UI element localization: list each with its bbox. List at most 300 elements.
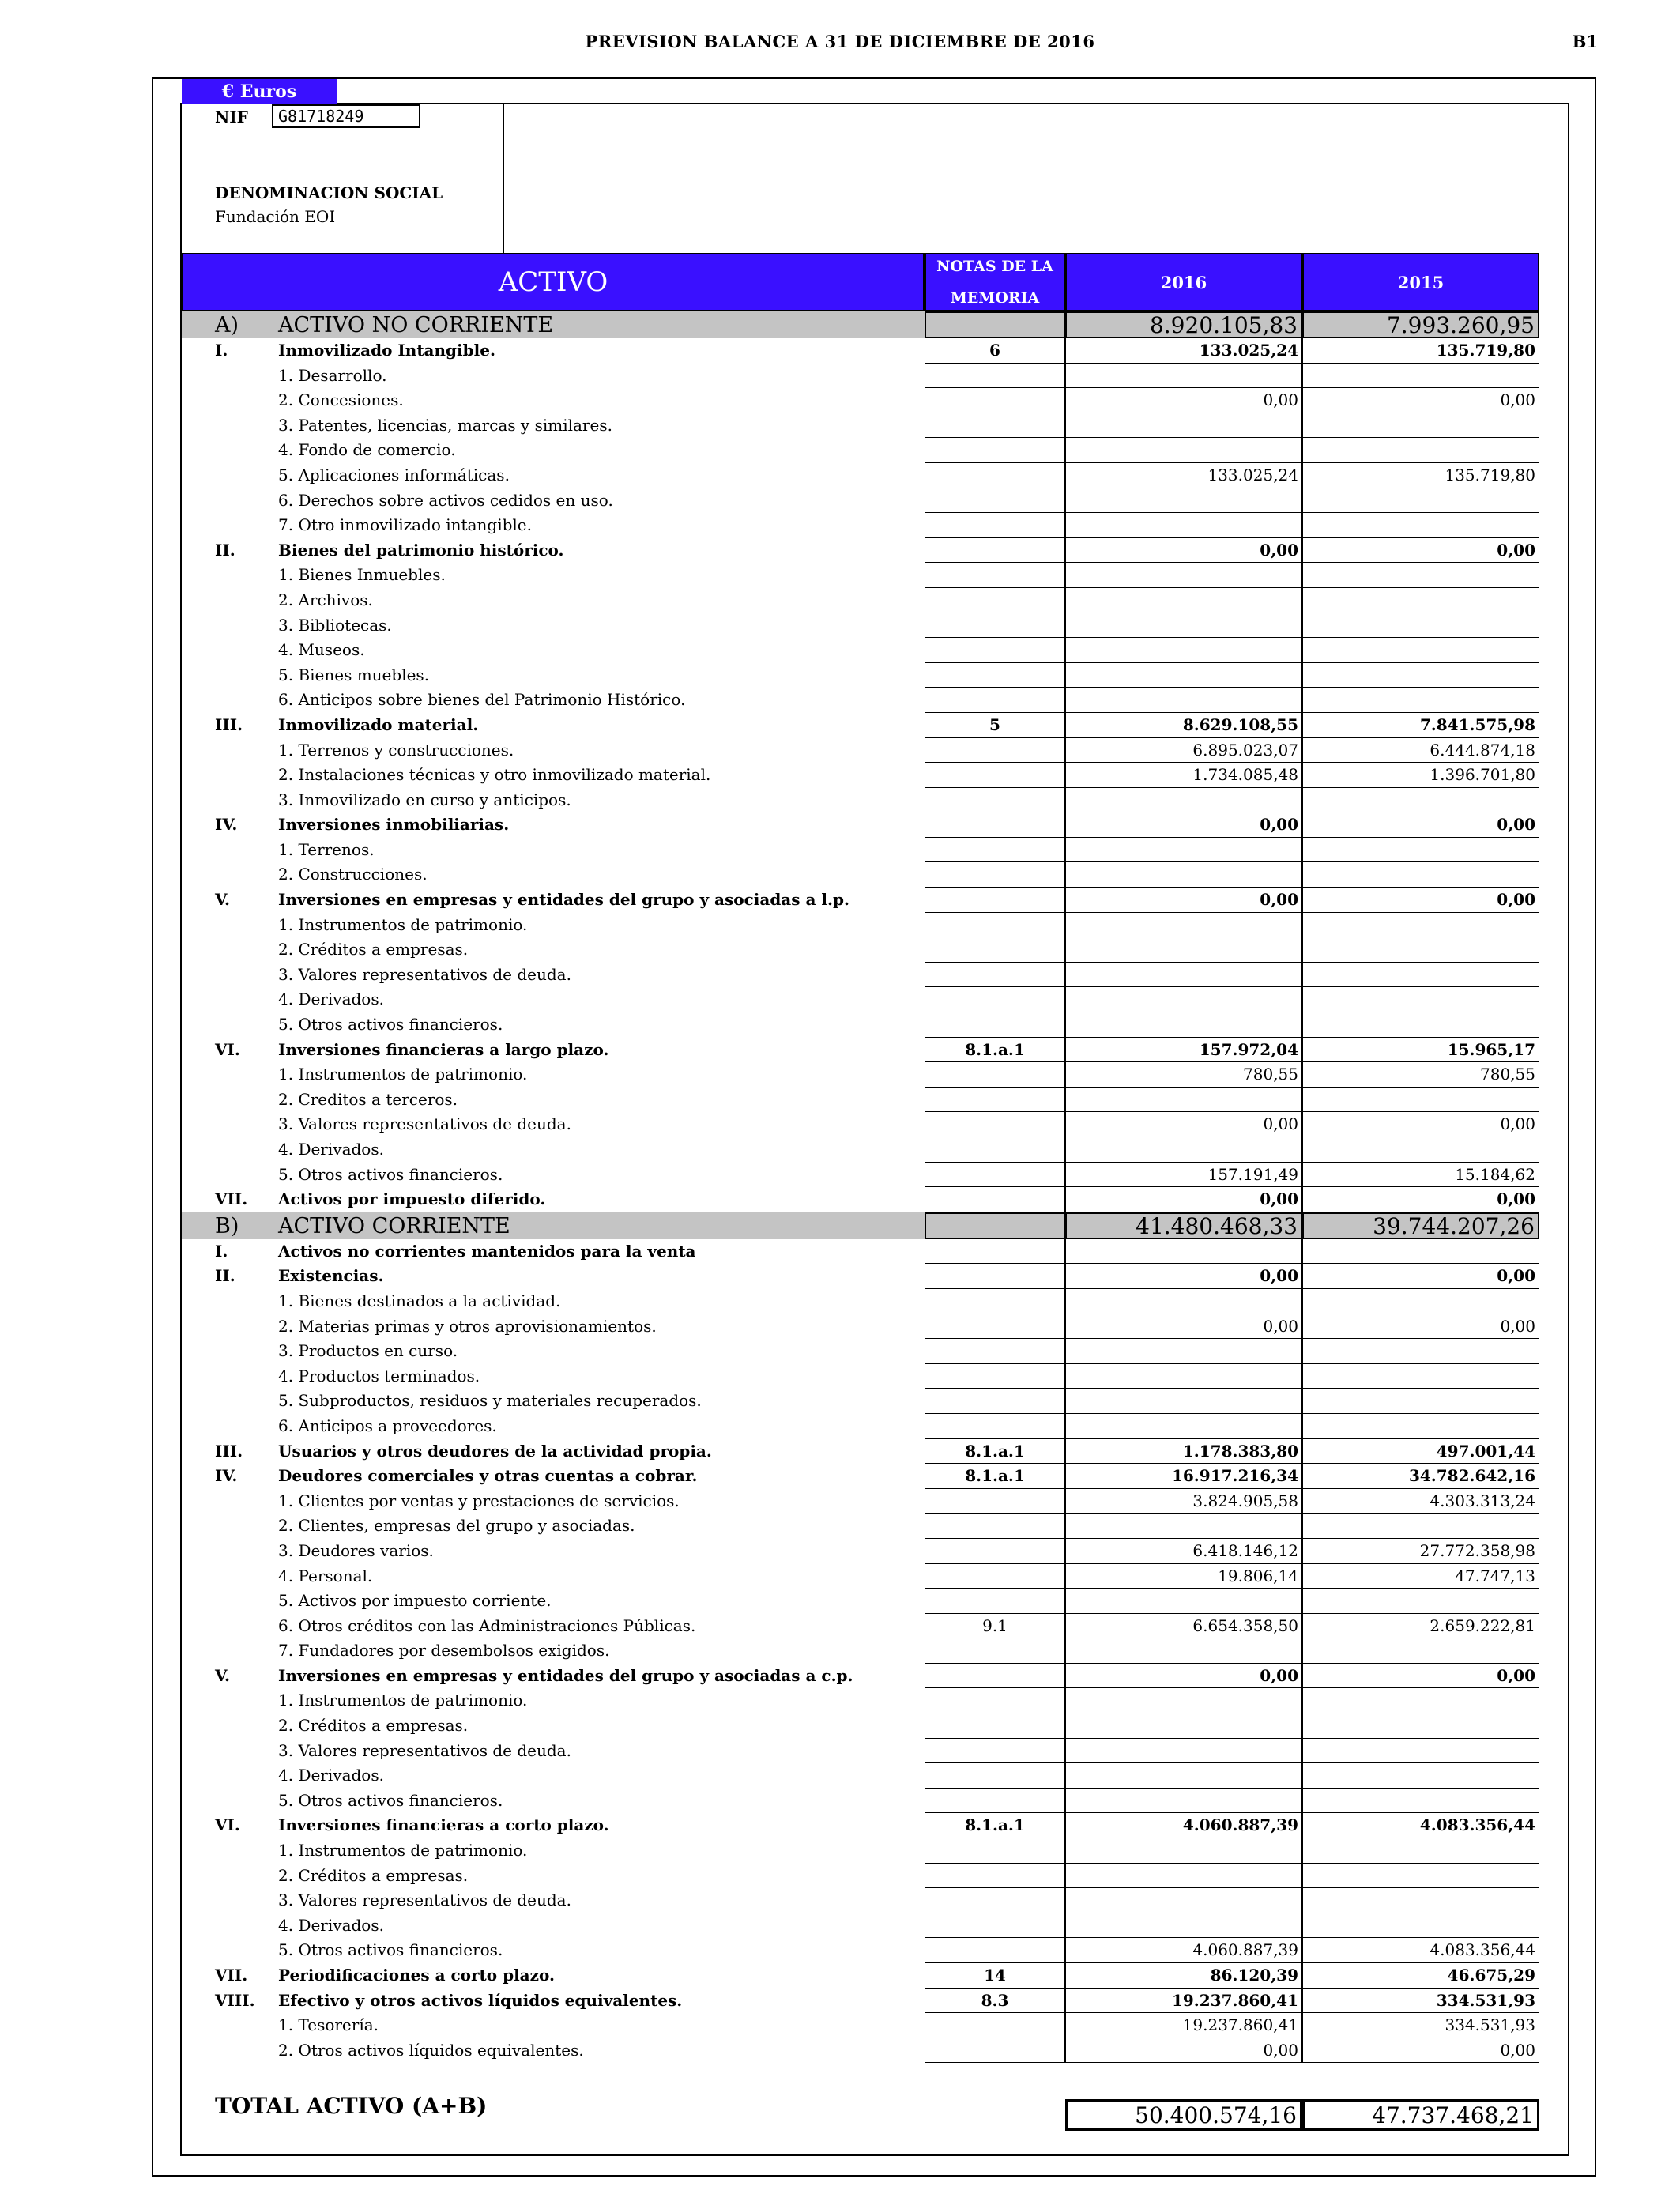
column-header-activo: ACTIVO — [182, 253, 925, 311]
value-2016-cell — [1065, 613, 1302, 639]
value-2015-cell: 4.083.356,44 — [1302, 1938, 1539, 1963]
table-row — [182, 513, 1539, 538]
nota-cell — [925, 364, 1065, 389]
nota-cell — [925, 1539, 1065, 1564]
nota-cell — [925, 1763, 1065, 1789]
value-2016-cell — [1065, 963, 1302, 988]
table-row — [182, 937, 1539, 963]
nota-cell — [925, 1163, 1065, 1188]
value-2016-cell — [1065, 1389, 1302, 1414]
value-2015-cell — [1302, 987, 1539, 1012]
value-2015-cell: 0,00 — [1302, 1187, 1539, 1212]
value-2015-cell — [1302, 1339, 1539, 1364]
value-2016-cell: 16.917.216,34 — [1065, 1464, 1302, 1489]
row-label: 2. Instalaciones técnicas y otro inmovilizado material. — [278, 765, 711, 785]
row-label: 2. Clientes, empresas del grupo y asociadas. — [278, 1516, 635, 1536]
value-2015-cell — [1302, 1389, 1539, 1414]
nota-cell — [925, 388, 1065, 413]
value-2016-cell: 8.920.105,83 — [1065, 311, 1302, 338]
nota-cell — [925, 1638, 1065, 1664]
table-row — [182, 588, 1539, 613]
table-row — [182, 1264, 1539, 1289]
value-2016-cell — [1065, 563, 1302, 588]
row-label: 1. Terrenos y construcciones. — [278, 740, 514, 760]
table-row — [182, 1389, 1539, 1414]
row-number: V. — [215, 890, 230, 910]
value-2015-cell — [1302, 1088, 1539, 1113]
value-2016-cell — [1065, 488, 1302, 514]
value-2015-cell: 7.841.575,98 — [1302, 713, 1539, 738]
value-2016-cell: 0,00 — [1065, 2038, 1302, 2064]
denominacion-label: DENOMINACION SOCIAL — [215, 183, 443, 202]
value-2015-cell — [1302, 1364, 1539, 1389]
nota-cell — [925, 888, 1065, 913]
row-label: Bienes del patrimonio histórico. — [278, 540, 564, 560]
value-2016-cell — [1065, 1789, 1302, 1814]
value-2016-cell: 4.060.887,39 — [1065, 1938, 1302, 1963]
value-2015-cell: 1.396.701,80 — [1302, 763, 1539, 788]
table-row — [182, 1112, 1539, 1137]
row-label: 5. Bienes muebles. — [278, 665, 430, 684]
value-2016-cell — [1065, 1638, 1302, 1664]
nota-cell — [925, 1864, 1065, 1889]
row-label: 4. Derivados. — [278, 1766, 384, 1785]
value-2016-cell — [1065, 1589, 1302, 1614]
value-2016-cell: 0,00 — [1065, 812, 1302, 838]
row-label: 2. Concesiones. — [278, 390, 404, 410]
row-label: 1. Tesorería. — [278, 2015, 379, 2035]
row-label: 7. Fundadores por desembolsos exigidos. — [278, 1641, 610, 1661]
value-2016-cell — [1065, 987, 1302, 1012]
value-2015-cell — [1302, 913, 1539, 938]
table-row — [182, 1514, 1539, 1539]
denominacion-value: Fundación EOI — [215, 207, 336, 226]
value-2016-cell: 0,00 — [1065, 538, 1302, 564]
row-label: 2. Creditos a terceros. — [278, 1089, 458, 1109]
row-label: 2. Archivos. — [278, 590, 373, 609]
row-label: Activos por impuesto diferido. — [278, 1189, 546, 1209]
table-row — [182, 1713, 1539, 1739]
value-2016-cell: 3.824.905,58 — [1065, 1489, 1302, 1514]
row-label: Periodificaciones a corto plazo. — [278, 1966, 555, 1985]
row-number: VII. — [215, 1966, 248, 1985]
nota-cell — [925, 1414, 1065, 1439]
nota-cell — [925, 1564, 1065, 1589]
value-2015-cell: 47.747,13 — [1302, 1564, 1539, 1589]
column-header-notas: NOTAS DE LA MEMORIA — [925, 253, 1065, 311]
row-label: 4. Museos. — [278, 640, 365, 660]
value-2016-cell: 8.629.108,55 — [1065, 713, 1302, 738]
table-row — [182, 438, 1539, 463]
row-label: Activos no corrientes mantenidos para la venta — [278, 1241, 696, 1261]
value-2015-cell — [1302, 364, 1539, 389]
value-2015-cell: 15.184,62 — [1302, 1163, 1539, 1188]
nota-cell — [925, 1713, 1065, 1739]
row-label: Efectivo y otros activos líquidos equivalentes. — [278, 1990, 683, 2010]
page-title: PREVISION BALANCE A 31 DE DICIEMBRE DE 2016 — [585, 32, 1095, 51]
value-2016-cell: 157.191,49 — [1065, 1163, 1302, 1188]
table-row — [182, 463, 1539, 488]
row-number: II. — [215, 540, 235, 560]
nota-cell: 6 — [925, 338, 1065, 364]
row-label: 5. Otros activos financieros. — [278, 1015, 503, 1035]
table-row — [182, 1838, 1539, 1864]
row-label: Inmovilizado Intangible. — [278, 341, 495, 360]
nota-cell: 8.1.a.1 — [925, 1038, 1065, 1063]
nota-cell — [925, 1739, 1065, 1764]
nota-cell — [925, 2038, 1065, 2064]
value-2016-cell — [1065, 1864, 1302, 1889]
table-row — [182, 663, 1539, 688]
value-2015-cell — [1302, 563, 1539, 588]
nota-cell — [925, 937, 1065, 963]
value-2015-cell — [1302, 1012, 1539, 1038]
value-2016-cell — [1065, 1838, 1302, 1864]
value-2016-cell: 1.734.085,48 — [1065, 763, 1302, 788]
value-2015-cell — [1302, 1763, 1539, 1789]
value-2015-cell — [1302, 1713, 1539, 1739]
value-2015-cell: 15.965,17 — [1302, 1038, 1539, 1063]
value-2016-cell — [1065, 1289, 1302, 1314]
value-2016-cell — [1065, 688, 1302, 713]
value-2016-cell: 0,00 — [1065, 1264, 1302, 1289]
value-2015-cell: 334.531,93 — [1302, 2013, 1539, 2038]
row-label: 2. Créditos a empresas. — [278, 1865, 469, 1885]
table-row — [182, 1938, 1539, 1963]
value-2015-cell — [1302, 688, 1539, 713]
value-2016-cell: 0,00 — [1065, 888, 1302, 913]
table-row — [182, 1187, 1539, 1212]
nota-cell — [925, 1212, 1065, 1239]
nota-cell — [925, 1938, 1065, 1963]
value-2016-cell — [1065, 1364, 1302, 1389]
value-2015-cell: 0,00 — [1302, 388, 1539, 413]
table-row — [182, 1163, 1539, 1188]
row-label: 1. Terrenos. — [278, 839, 375, 859]
table-row — [182, 1864, 1539, 1889]
value-2016-cell: 0,00 — [1065, 1112, 1302, 1137]
row-number: VI. — [215, 1815, 240, 1835]
row-label: Inversiones financieras a corto plazo. — [278, 1815, 609, 1835]
row-label: ACTIVO NO CORRIENTE — [278, 313, 554, 337]
value-2015-cell: 780,55 — [1302, 1062, 1539, 1088]
row-label: 1. Instrumentos de patrimonio. — [278, 1841, 528, 1860]
value-2015-cell — [1302, 963, 1539, 988]
row-label: 3. Productos en curso. — [278, 1341, 458, 1361]
table-row — [182, 1414, 1539, 1439]
value-2015-cell — [1302, 788, 1539, 813]
value-2016-cell — [1065, 663, 1302, 688]
value-2016-cell — [1065, 913, 1302, 938]
nota-cell — [925, 1264, 1065, 1289]
row-number: VII. — [215, 1189, 248, 1209]
table-row — [182, 1564, 1539, 1589]
row-label: 3. Valores representativos de deuda. — [278, 1891, 571, 1910]
table-row — [182, 2013, 1539, 2038]
nota-cell — [925, 463, 1065, 488]
value-2015-cell — [1302, 638, 1539, 663]
value-2015-cell — [1302, 1289, 1539, 1314]
value-2016-cell — [1065, 438, 1302, 463]
value-2015-cell: 135.719,80 — [1302, 463, 1539, 488]
row-label: 1. Instrumentos de patrimonio. — [278, 1691, 528, 1710]
row-label: 3. Valores representativos de deuda. — [278, 1740, 571, 1760]
row-label: 3. Deudores varios. — [278, 1540, 434, 1560]
nota-cell — [925, 1314, 1065, 1340]
table-row — [182, 1239, 1539, 1265]
row-number: III. — [215, 1441, 243, 1461]
value-2015-cell — [1302, 1888, 1539, 1913]
nota-cell — [925, 563, 1065, 588]
nota-cell — [925, 788, 1065, 813]
row-label: 7. Otro inmovilizado intangible. — [278, 515, 532, 535]
value-2016-cell: 19.237.860,41 — [1065, 2013, 1302, 2038]
value-2016-cell: 1.178.383,80 — [1065, 1439, 1302, 1465]
nota-cell — [925, 2013, 1065, 2038]
value-2015-cell — [1302, 663, 1539, 688]
nota-cell — [925, 1389, 1065, 1414]
table-row — [182, 1963, 1539, 1989]
value-2016-cell — [1065, 1739, 1302, 1764]
value-2015-cell: 0,00 — [1302, 538, 1539, 564]
value-2015-cell: 4.303.313,24 — [1302, 1489, 1539, 1514]
value-2015-cell: 0,00 — [1302, 1264, 1539, 1289]
table-row — [182, 888, 1539, 913]
value-2015-cell — [1302, 488, 1539, 514]
value-2016-cell: 6.418.146,12 — [1065, 1539, 1302, 1564]
nota-cell — [925, 488, 1065, 514]
nota-cell — [925, 438, 1065, 463]
table-row — [182, 1664, 1539, 1689]
row-number: IV. — [215, 815, 238, 835]
nota-cell — [925, 1489, 1065, 1514]
value-2016-cell — [1065, 937, 1302, 963]
nota-cell: 8.1.a.1 — [925, 1464, 1065, 1489]
row-label: 6. Otros créditos con las Administraciones Públicas. — [278, 1615, 696, 1635]
row-label: 6. Anticipos sobre bienes del Patrimonio Histórico. — [278, 690, 686, 710]
table-row — [182, 488, 1539, 514]
value-2015-cell — [1302, 1789, 1539, 1814]
nota-cell — [925, 1888, 1065, 1913]
table-row — [182, 338, 1539, 364]
nota-cell — [925, 1364, 1065, 1389]
table-row — [182, 862, 1539, 888]
value-2015-cell: 39.744.207,26 — [1302, 1212, 1539, 1239]
value-2016-cell — [1065, 1713, 1302, 1739]
table-row — [182, 1339, 1539, 1364]
table-row — [182, 1137, 1539, 1163]
row-label: 5. Subproductos, residuos y materiales recuperados. — [278, 1391, 702, 1411]
row-label: 4. Productos terminados. — [278, 1366, 480, 1385]
table-row — [182, 1088, 1539, 1113]
row-label: 1. Bienes Inmuebles. — [278, 565, 446, 585]
value-2015-cell — [1302, 1739, 1539, 1764]
column-header-2015: 2015 — [1302, 253, 1539, 311]
row-number: II. — [215, 1266, 235, 1286]
nota-cell — [925, 913, 1065, 938]
value-2016-cell — [1065, 838, 1302, 863]
nota-cell — [925, 812, 1065, 838]
row-label: 3. Valores representativos de deuda. — [278, 964, 571, 984]
row-label: Inversiones inmobiliarias. — [278, 815, 510, 835]
row-label: Inmovilizado material. — [278, 714, 479, 734]
value-2016-cell: 157.972,04 — [1065, 1038, 1302, 1063]
row-number: VIII. — [215, 1990, 255, 2010]
table-row — [182, 1314, 1539, 1340]
row-label: Usuarios y otros deudores de la actividad propia. — [278, 1441, 712, 1461]
nota-cell — [925, 311, 1065, 338]
value-2016-cell — [1065, 1012, 1302, 1038]
value-2015-cell: 0,00 — [1302, 1314, 1539, 1340]
value-2015-cell — [1302, 1864, 1539, 1889]
value-2016-cell: 780,55 — [1065, 1062, 1302, 1088]
table-row — [182, 913, 1539, 938]
row-number: B) — [215, 1213, 239, 1238]
nota-cell — [925, 638, 1065, 663]
value-2015-cell: 0,00 — [1302, 1664, 1539, 1689]
nota-cell — [925, 1838, 1065, 1864]
value-2016-cell — [1065, 1137, 1302, 1163]
nota-cell: 5 — [925, 713, 1065, 738]
row-label: 2. Materias primas y otros aprovisionamientos. — [278, 1316, 657, 1336]
row-number: A) — [215, 313, 239, 337]
value-2016-cell: 6.654.358,50 — [1065, 1614, 1302, 1639]
nota-cell: 14 — [925, 1963, 1065, 1989]
value-2016-cell: 50.400.574,16 — [1065, 2099, 1302, 2131]
nota-cell — [925, 688, 1065, 713]
row-label: 1. Desarrollo. — [278, 365, 387, 385]
value-2015-cell — [1302, 1137, 1539, 1163]
nota-cell — [925, 1514, 1065, 1539]
nota-cell — [925, 1339, 1065, 1364]
table-row — [182, 364, 1539, 389]
row-label: 1. Clientes por ventas y prestaciones de servicios. — [278, 1491, 680, 1510]
nota-cell — [925, 663, 1065, 688]
value-2015-cell — [1302, 413, 1539, 439]
value-2015-cell: 0,00 — [1302, 888, 1539, 913]
row-label: 6. Derechos sobre activos cedidos en uso. — [278, 490, 613, 510]
nif-field: G81718249 — [272, 104, 420, 128]
nota-cell — [925, 1688, 1065, 1713]
table-row — [182, 1364, 1539, 1389]
table-row — [182, 413, 1539, 439]
row-label: 4. Personal. — [278, 1566, 373, 1585]
table-row — [182, 713, 1539, 738]
table-row — [182, 1614, 1539, 1639]
table-row — [182, 1638, 1539, 1664]
value-2016-cell — [1065, 364, 1302, 389]
table-row — [182, 388, 1539, 413]
value-2016-cell — [1065, 513, 1302, 538]
table-row — [182, 763, 1539, 788]
value-2016-cell — [1065, 413, 1302, 439]
row-label: Deudores comerciales y otras cuentas a cobrar. — [278, 1466, 698, 1486]
nota-cell — [925, 613, 1065, 639]
row-label: 2. Construcciones. — [278, 865, 428, 884]
table-row — [182, 1688, 1539, 1713]
nota-cell — [925, 1088, 1065, 1113]
table-row — [182, 1913, 1539, 1939]
row-label: 5. Aplicaciones informáticas. — [278, 465, 510, 484]
table-row — [182, 1763, 1539, 1789]
row-label: Inversiones en empresas y entidades del grupo y asociadas a c.p. — [278, 1665, 853, 1685]
value-2016-cell — [1065, 788, 1302, 813]
row-label: 4. Fondo de comercio. — [278, 440, 456, 460]
value-2016-cell: 133.025,24 — [1065, 463, 1302, 488]
value-2015-cell — [1302, 513, 1539, 538]
nota-cell: 8.1.a.1 — [925, 1813, 1065, 1838]
value-2016-cell — [1065, 862, 1302, 888]
nota-cell — [925, 1239, 1065, 1265]
section-row — [182, 1212, 1539, 1239]
row-label: 1. Bienes destinados a la actividad. — [278, 1291, 561, 1310]
table-row — [182, 2038, 1539, 2064]
value-2016-cell — [1065, 1088, 1302, 1113]
row-number: IV. — [215, 1466, 238, 1486]
page-header — [0, 32, 1680, 58]
table-row — [182, 1464, 1539, 1489]
table-row — [182, 538, 1539, 564]
table-row — [182, 613, 1539, 639]
row-label: 3. Patentes, licencias, marcas y similares. — [278, 415, 612, 435]
row-label: 6. Anticipos a proveedores. — [278, 1416, 497, 1435]
row-number: I. — [215, 341, 228, 360]
table-row — [182, 838, 1539, 863]
value-2015-cell: 334.531,93 — [1302, 1989, 1539, 2014]
row-label: 3. Valores representativos de deuda. — [278, 1114, 571, 1134]
table-row — [182, 1739, 1539, 1764]
table-row — [182, 1038, 1539, 1063]
nota-cell — [925, 1112, 1065, 1137]
value-2016-cell: 41.480.468,33 — [1065, 1212, 1302, 1239]
value-2015-cell: 497.001,44 — [1302, 1439, 1539, 1465]
page-code: B1 — [1572, 32, 1598, 51]
row-label: 4. Derivados. — [278, 1140, 384, 1159]
table-row — [182, 1989, 1539, 2014]
row-number: VI. — [215, 1039, 240, 1059]
value-2016-cell: 0,00 — [1065, 1187, 1302, 1212]
table-row — [182, 1888, 1539, 1913]
row-label: 4. Derivados. — [278, 1915, 384, 1935]
value-2015-cell — [1302, 588, 1539, 613]
value-2016-cell: 19.806,14 — [1065, 1564, 1302, 1589]
table-row — [182, 1539, 1539, 1564]
nota-cell — [925, 1913, 1065, 1939]
nota-cell — [925, 838, 1065, 863]
value-2015-cell: 7.993.260,95 — [1302, 311, 1539, 338]
value-2016-cell — [1065, 1763, 1302, 1789]
nota-cell — [925, 588, 1065, 613]
value-2015-cell — [1302, 1239, 1539, 1265]
value-2016-cell: 19.237.860,41 — [1065, 1989, 1302, 2014]
table-row — [182, 1589, 1539, 1614]
row-number: V. — [215, 1665, 230, 1685]
nif-label: NIF — [215, 107, 248, 126]
table-row — [182, 1289, 1539, 1314]
row-label: Inversiones en empresas y entidades del grupo y asociadas a l.p. — [278, 890, 849, 910]
value-2015-cell: 46.675,29 — [1302, 1963, 1539, 1989]
nota-cell — [925, 1289, 1065, 1314]
row-number: III. — [215, 714, 243, 734]
nota-cell — [925, 1062, 1065, 1088]
table-row — [182, 1012, 1539, 1038]
value-2015-cell — [1302, 937, 1539, 963]
nota-cell: 8.3 — [925, 1989, 1065, 2014]
row-label: 1. Instrumentos de patrimonio. — [278, 914, 528, 934]
nota-cell — [925, 513, 1065, 538]
value-2015-cell — [1302, 1913, 1539, 1939]
table-row — [182, 688, 1539, 713]
